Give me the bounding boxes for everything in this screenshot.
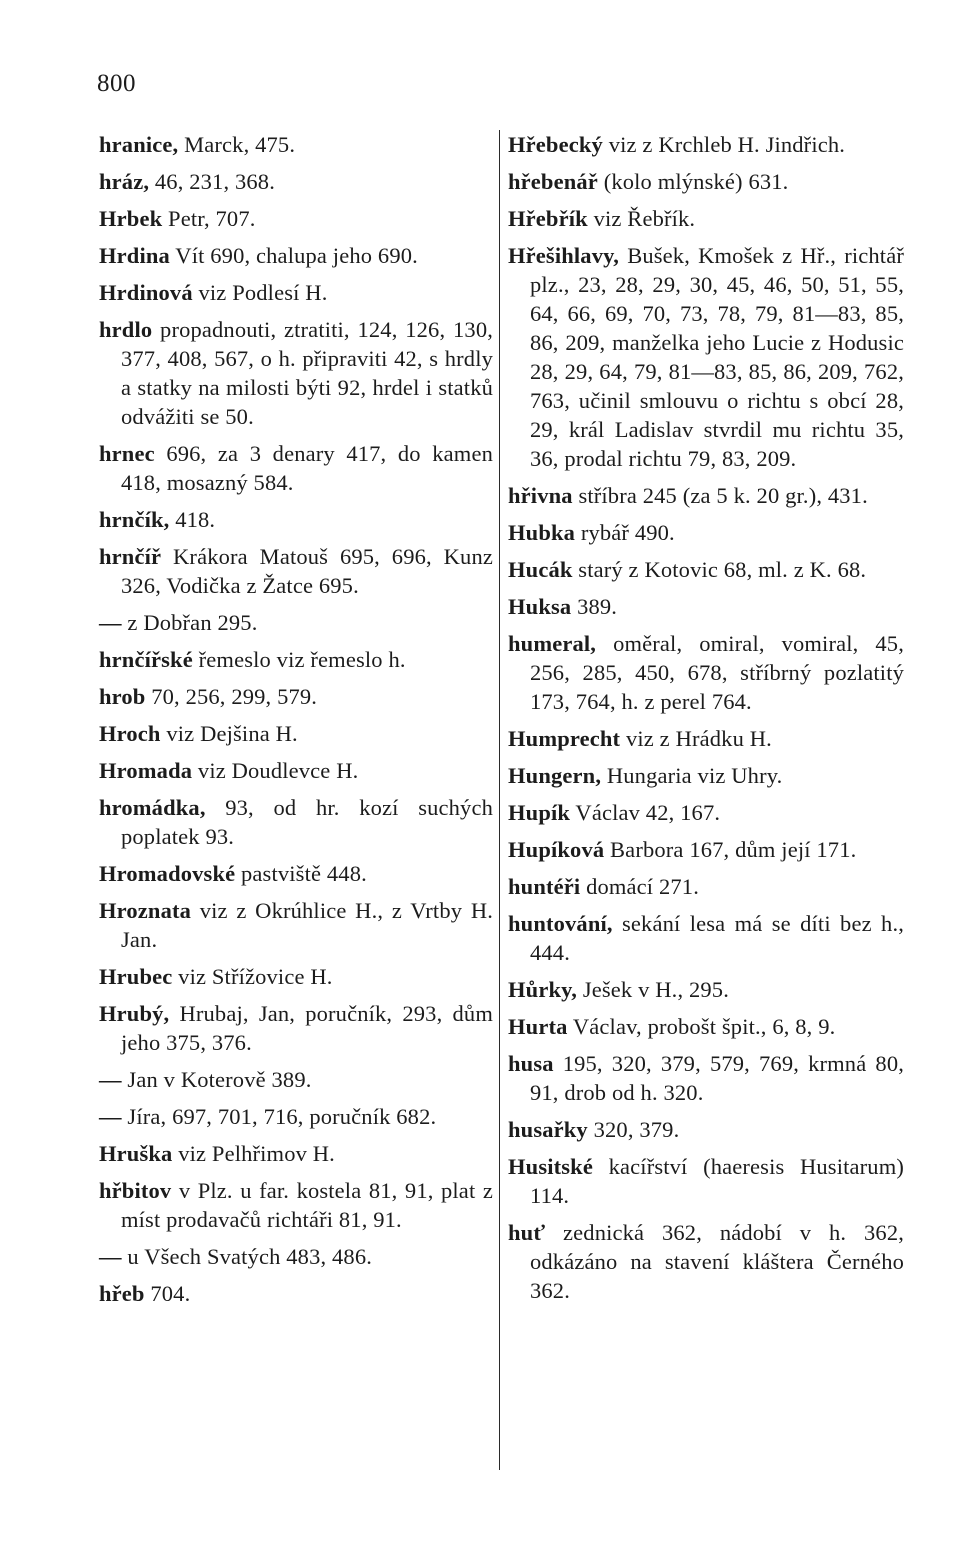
entry-headword: Hucák xyxy=(508,557,573,582)
entry-text: zednická 362, nádobí v h. 362, odkázáno na stavení kláštera Černého 362. xyxy=(530,1220,904,1303)
index-entry xyxy=(99,542,493,600)
index-entry xyxy=(508,481,904,510)
entry-headword: hrnčík, xyxy=(99,507,170,532)
entry-headword: Hřebřík xyxy=(508,206,588,231)
left-column xyxy=(99,130,493,1316)
entry-headword: huntování, xyxy=(508,911,613,936)
index-entry xyxy=(508,555,904,584)
entry-text: Hrubaj, Jan, poručník, 293, dům jeho 375, 376. xyxy=(121,1001,493,1055)
entry-text: domácí 271. xyxy=(580,874,699,899)
index-entry xyxy=(99,719,493,748)
entry-text: viz Řebřík. xyxy=(587,206,696,231)
entry-headword: hromádka, xyxy=(99,795,206,820)
entry-headword: husařky xyxy=(508,1117,588,1142)
entry-headword: husa xyxy=(508,1051,554,1076)
entry-text: propadnouti, ztratiti, 124, 126, 130, 377, 408, 567, o h. připraviti 42, s hrdly a statky na milosti býti 92, hrdel i statků odvážiti se 50. xyxy=(121,317,493,429)
entry-text: viz Střížovice H. xyxy=(172,964,333,989)
entry-text: viz Dejšina H. xyxy=(160,721,298,746)
index-entry xyxy=(99,1176,493,1234)
entry-text: 320, 379. xyxy=(587,1117,680,1142)
entry-headword: hranice, xyxy=(99,132,179,157)
index-entry xyxy=(99,962,493,991)
entry-text: Václav, probošt špit., 6, 8, 9. xyxy=(567,1014,836,1039)
index-entry xyxy=(508,724,904,753)
index-entry xyxy=(99,505,493,534)
entry-headword: Hrubec xyxy=(99,964,173,989)
entry-headword: hráz, xyxy=(99,169,150,194)
entry-headword: Hromada xyxy=(99,758,193,783)
entry-text: 46, 231, 368. xyxy=(149,169,275,194)
index-entry xyxy=(99,896,493,954)
index-entry xyxy=(508,204,904,233)
entry-headword: Humprecht xyxy=(508,726,621,751)
entry-text: 418. xyxy=(169,507,216,532)
index-entry xyxy=(508,629,904,716)
entry-headword: hřeb xyxy=(99,1281,145,1306)
entry-text: Krákora Matouš 695, 696, Kunz 326, Vodička z Žatce 695. xyxy=(121,544,493,598)
entry-text: viz Pelhřimov H. xyxy=(172,1141,335,1166)
index-entry xyxy=(99,756,493,785)
entry-text: 70, 256, 299, 579. xyxy=(145,684,318,709)
entry-headword: humeral, xyxy=(508,631,597,656)
index-entry xyxy=(99,1242,493,1271)
entry-text: Bušek, Kmošek z Hř., richtář plz., 23, 28, 29, 30, 45, 46, 50, 51, 55, 64, 66, 69, 70, 73, 78, 79, 81—83, 85, 86, 209, manželka jeho Lucie z Hodusic 28, 29, 64, 79, 81—83, 85, 86, 209, 762, 763, učinil smlouvu o richtu s obcí 28, 29, král Ladislav stvrdil mu richtu 35, 36, prodal richtu 79, 83, 209. xyxy=(530,243,904,471)
index-entry xyxy=(508,241,904,473)
entry-text: viz z Okrúhlice H., z Vrtby H. Jan. xyxy=(121,898,493,952)
entry-text: (kolo mlýnské) 631. xyxy=(597,169,789,194)
index-entry xyxy=(508,872,904,901)
entry-text: z Dobřan 295. xyxy=(121,610,258,635)
index-entry xyxy=(99,793,493,851)
column-divider xyxy=(499,130,500,1470)
index-entry xyxy=(508,167,904,196)
index-entry xyxy=(99,1139,493,1168)
index-entry xyxy=(99,1279,493,1308)
index-entry xyxy=(99,167,493,196)
entry-text: viz Doudlevce H. xyxy=(192,758,359,783)
entry-headword: Hromadovské xyxy=(99,861,236,886)
entry-text: rybář 490. xyxy=(575,520,675,545)
entry-text: viz z Hrádku H. xyxy=(620,726,772,751)
index-entry xyxy=(508,761,904,790)
index-entry xyxy=(99,645,493,674)
index-entry xyxy=(508,1012,904,1041)
index-entry xyxy=(508,1049,904,1107)
entry-headword: — xyxy=(99,1104,122,1129)
entry-text: 704. xyxy=(144,1281,191,1306)
entry-headword: Hubka xyxy=(508,520,576,545)
entry-headword: Hungern, xyxy=(508,763,602,788)
index-entry xyxy=(508,1152,904,1210)
entry-headword: Hřebecký xyxy=(508,132,603,157)
entry-headword: Hrdinová xyxy=(99,280,193,305)
entry-headword: Hroch xyxy=(99,721,161,746)
entry-text: viz z Krchleb H. Jindřich. xyxy=(602,132,846,157)
entry-headword: Hurta xyxy=(508,1014,568,1039)
entry-text: Barbora 167, dům její 171. xyxy=(604,837,857,862)
entry-headword: Hůrky, xyxy=(508,977,578,1002)
index-entry xyxy=(508,518,904,547)
entry-text: 195, 320, 379, 579, 769, krmná 80, 91, drob od h. 320. xyxy=(530,1051,904,1105)
entry-headword: Huksa xyxy=(508,594,572,619)
index-entry xyxy=(99,1102,493,1131)
index-entry xyxy=(99,1065,493,1094)
index-entry xyxy=(508,130,904,159)
entry-headword: hrnčířské xyxy=(99,647,193,672)
entry-headword: hřivna xyxy=(508,483,573,508)
index-entry xyxy=(508,975,904,1004)
entry-text: Marck, 475. xyxy=(178,132,296,157)
right-column xyxy=(508,130,904,1313)
entry-headword: Hrubý, xyxy=(99,1001,170,1026)
entry-headword: — xyxy=(99,1244,122,1269)
entry-text: Hungaria viz Uhry. xyxy=(601,763,783,788)
index-entry xyxy=(99,439,493,497)
entry-text: řemeslo viz řemeslo h. xyxy=(192,647,406,672)
entry-headword: huntéři xyxy=(508,874,581,899)
entry-headword: hrdlo xyxy=(99,317,153,342)
entry-text: sekání lesa má se díti bez h., 444. xyxy=(530,911,904,965)
index-entry xyxy=(99,241,493,270)
entry-headword: Hupíková xyxy=(508,837,605,862)
page-number: 800 xyxy=(97,70,136,97)
index-entry xyxy=(99,315,493,431)
index-entry xyxy=(99,608,493,637)
entry-headword: Hruška xyxy=(99,1141,173,1166)
entry-text: Jíra, 697, 701, 716, poručník 682. xyxy=(121,1104,437,1129)
entry-headword: Husitské xyxy=(508,1154,593,1179)
entry-headword: — xyxy=(99,1067,122,1092)
index-entry xyxy=(99,204,493,233)
index-entry xyxy=(508,1115,904,1144)
index-entry xyxy=(99,278,493,307)
entry-headword: huť xyxy=(508,1220,546,1245)
entry-text: 696, za 3 denary 417, do kamen 418, mosazný 584. xyxy=(121,441,493,495)
entry-headword: — xyxy=(99,610,122,635)
entry-text: kacířství (haeresis Husitarum) 114. xyxy=(530,1154,904,1208)
entry-headword: hřebenář xyxy=(508,169,598,194)
entry-text: Václav 42, 167. xyxy=(570,800,721,825)
index-entry xyxy=(99,682,493,711)
index-entry xyxy=(508,592,904,621)
entry-headword: Hrdina xyxy=(99,243,170,268)
entry-text: Jan v Koterově 389. xyxy=(121,1067,312,1092)
entry-text: pastviště 448. xyxy=(235,861,367,886)
entry-text: 93, od hr. kozí suchých poplatek 93. xyxy=(121,795,493,849)
entry-headword: Hroznata xyxy=(99,898,192,923)
entry-text: Petr, 707. xyxy=(162,206,256,231)
entry-text: u Všech Svatých 483, 486. xyxy=(121,1244,372,1269)
index-entry xyxy=(99,859,493,888)
entry-headword: hrnec xyxy=(99,441,155,466)
entry-headword: Hrbek xyxy=(99,206,163,231)
index-entry xyxy=(508,798,904,827)
entry-headword: hrnčíř xyxy=(99,544,162,569)
entry-headword: Hupík xyxy=(508,800,571,825)
entry-text: oměral, omiral, vomiral, 45, 256, 285, 450, 678, stříbrný pozlatitý 173, 764, h. z perel 764. xyxy=(530,631,904,714)
entry-text: Ješek v H., 295. xyxy=(577,977,729,1002)
entry-text: starý z Kotovic 68, ml. z K. 68. xyxy=(572,557,867,582)
entry-text: viz Podlesí H. xyxy=(192,280,328,305)
index-entry xyxy=(508,909,904,967)
entry-headword: Hřešihlavy, xyxy=(508,243,620,268)
entry-headword: hřbitov xyxy=(99,1178,172,1203)
index-entry xyxy=(508,1218,904,1305)
index-entry xyxy=(508,835,904,864)
index-entry xyxy=(99,999,493,1057)
entry-headword: hrob xyxy=(99,684,146,709)
entry-text: Vít 690, chalupa jeho 690. xyxy=(169,243,418,268)
entry-text: v Plz. u far. kostela 81, 91, plat z míst prodavačů richtáři 81, 91. xyxy=(121,1178,493,1232)
entry-text: stříbra 245 (za 5 k. 20 gr.), 431. xyxy=(572,483,868,508)
entry-text: 389. xyxy=(571,594,618,619)
index-entry xyxy=(99,130,493,159)
